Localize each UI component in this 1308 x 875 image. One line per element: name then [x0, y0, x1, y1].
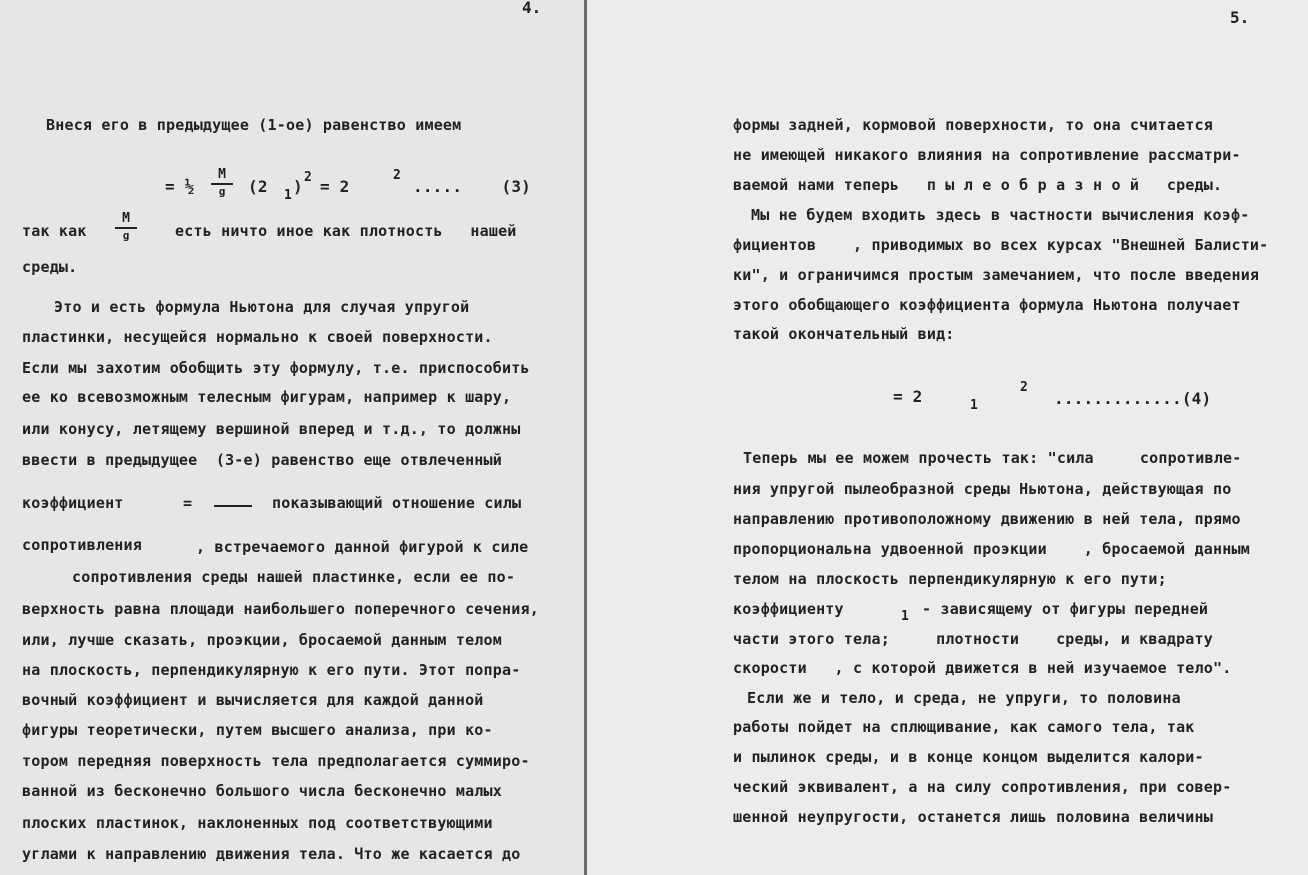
text-line: ческий эквивалент, а на силу сопротивления, при совер- [733, 778, 1232, 796]
equation-subscript: 1 [284, 188, 292, 203]
equation-middle: (2 [248, 177, 268, 196]
text-line: Это и есть формула Ньютона для случая упругой [54, 298, 470, 316]
text-line: плоских пластинок, наклоненных под соответствующими [22, 814, 493, 832]
page-number: 5. [1230, 8, 1250, 27]
text-line: сопротивления [22, 536, 142, 554]
text-line: работы пойдет на сплющивание, как самого тела, так [733, 718, 1195, 736]
text-line: коэффициенту [733, 600, 844, 618]
text-line: не имеющей никакого влияния на сопротивление рассматри- [733, 146, 1241, 164]
text-line: Внеся его в предыдущее (1-ое) равенство имеем [46, 116, 462, 134]
mass-fraction [211, 168, 233, 198]
fraction-denominator: g [218, 185, 226, 198]
equation-superscript: 2 [393, 168, 401, 183]
text-line: углами к направлению движения тела. Что же касается до [22, 845, 521, 863]
equation-lhs: = 2 [893, 387, 923, 406]
text-line: тором передняя поверхность тела предполагается суммиро- [22, 752, 530, 770]
equation-equals-2: = 2 [320, 177, 350, 196]
text-line: ваемой нами теперь п ы л е о б р а з н о й среды. [733, 176, 1223, 194]
equation-superscript: 2 [1020, 380, 1028, 395]
text-line: сопротивления среды нашей пластинке, если ее по- [72, 568, 516, 586]
coefficient-equals: = [183, 494, 193, 512]
fraction-denominator: g [122, 229, 130, 242]
text-line: ванной из бесконечно большого числа бесконечно малых [22, 782, 502, 800]
text-line: фигуры теоретически, путем высшего анализа, при ко- [22, 721, 493, 739]
text-line: такой окончательный вид: [733, 325, 955, 343]
left-page [0, 0, 584, 875]
text-line: на плоскость, перпендикулярную к его пути. Этот попра- [22, 661, 521, 679]
text-line: так как [22, 222, 87, 240]
text-line: ки", и ограничимся простым замечанием, что после введения [733, 266, 1260, 284]
text-line: направлению противоположному движению в ней тела, прямо [733, 510, 1241, 528]
text-line: фициентов , приводимых во всех курсах "Внешней Балисти- [733, 236, 1269, 254]
text-line: или, лучше сказать, проэкции, бросаемой данным телом [22, 631, 502, 649]
fraction-bar [214, 505, 252, 507]
text-line: показывающий отношение силы [272, 494, 522, 512]
equation-tail: .............(4) [1054, 389, 1212, 408]
density-fraction [115, 212, 137, 242]
text-line: - зависящему от фигуры передней [922, 600, 1209, 618]
text-line: пропорциональна удвоенной проэкции , бросаемой данным [733, 540, 1250, 558]
right-page [587, 0, 1308, 875]
text-line: и пылинок среды, и в конце концом выделится калори- [733, 748, 1204, 766]
equation-superscript: 2 [304, 170, 312, 185]
text-line: скорости , с которой движется в ней изучаемое тело". [733, 659, 1232, 677]
text-line: пластинки, несущейся нормально к своей поверхности. [22, 328, 493, 346]
text-line: части этого тела; плотности среды, и квадрату [733, 630, 1213, 648]
text-line: среды. [22, 258, 78, 276]
text-line: есть ничто иное как плотность нашей [175, 222, 517, 240]
text-line: ее ко всевозможным телесным фигурам, например к шару, [22, 388, 512, 406]
text-line: коэффициент [22, 494, 124, 512]
text-line: ввести в предыдущее (3-е) равенство еще отвлеченный [22, 451, 502, 469]
equation-lhs: = ½ [165, 177, 195, 196]
fraction-numerator: M [218, 167, 226, 182]
fraction-numerator: M [122, 211, 130, 226]
coefficient-subscript: 1 [901, 609, 909, 624]
text-line: шенной неупругости, останется лишь половина величины [733, 808, 1213, 826]
text-line: верхность равна площади наибольшего поперечного сечения, [22, 600, 539, 618]
text-line: Если же и тело, и среда, не упруги, то половина [747, 689, 1181, 707]
text-line: Мы не будем входить здесь в частности вычисления коэф- [751, 206, 1250, 224]
equation-close: ) [293, 177, 303, 196]
text-line: Теперь мы ее можем прочесть так: "сила сопротивле- [743, 449, 1242, 467]
text-line: Если мы захотим обобщить эту формулу, т.е. приспособить [22, 359, 530, 377]
page-number: 4. [522, 0, 542, 17]
text-line: формы задней, кормовой поверхности, то она считается [733, 116, 1213, 134]
text-line: или конусу, летящему вершиной вперед и т.д., то должны [22, 420, 521, 438]
text-line: этого обобщающего коэффициента формула Ньютона получает [733, 296, 1241, 314]
text-line: ния упругой пылеобразной среды Ньютона, действующая по [733, 480, 1232, 498]
equation-tail: ..... (3) [413, 177, 531, 196]
text-line: телом на плоскость перпендикулярную к его пути; [733, 570, 1167, 588]
text-line: , встречаемого данной фигурой к силе [196, 538, 529, 556]
text-line: вочный коэффициент и вычисляется для каждой данной [22, 691, 484, 709]
equation-subscript: 1 [970, 398, 978, 413]
